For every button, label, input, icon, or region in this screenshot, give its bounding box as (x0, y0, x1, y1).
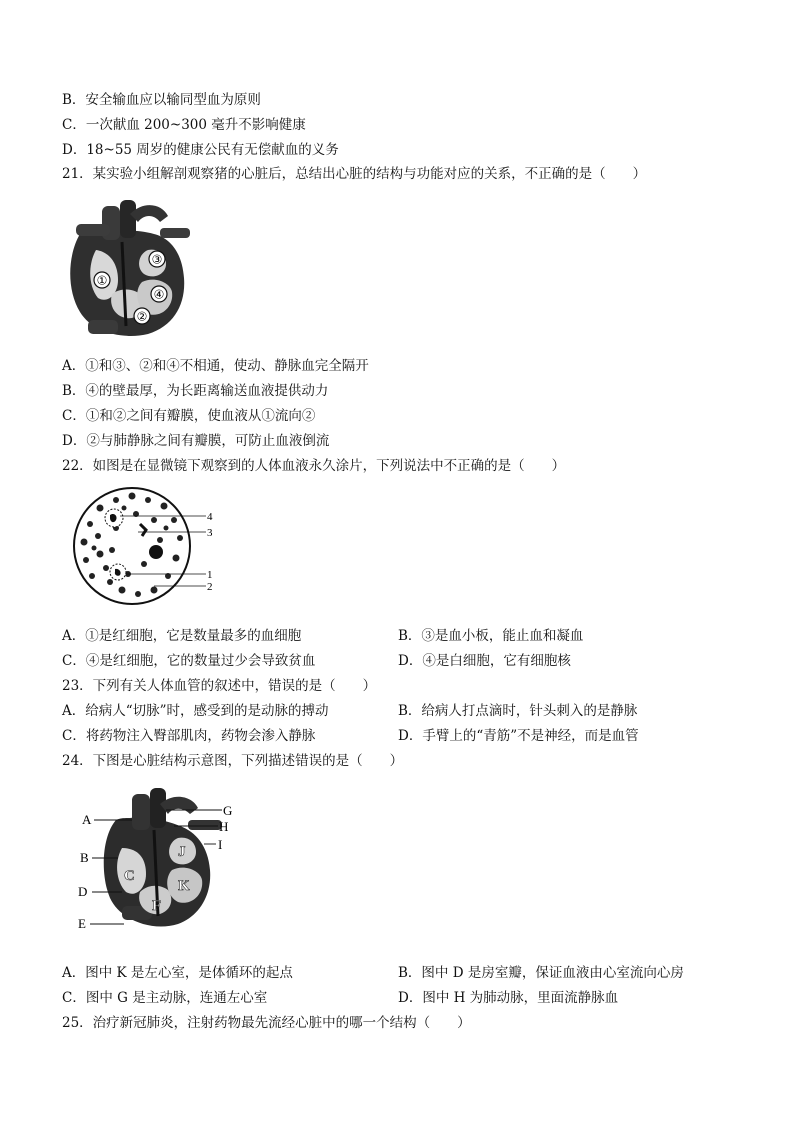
q24-stem: 24．下图是心脏结构示意图，下列描述错误的是（ ） (62, 753, 404, 769)
q22-label-1: 1 (207, 569, 213, 581)
q21-stem: 21．某实验小组解剖观察猪的心脏后，总结出心脏的结构与功能对应的关系，不正确的是（ ） (62, 166, 647, 182)
q22-option-d: D．④是白细胞，它有细胞核 (398, 653, 571, 669)
q24-label-e: E (78, 916, 86, 931)
q23-option-b: B．给病人打点滴时，针头刺入的是静脉 (398, 703, 638, 719)
q24-option-b: B．图中 D 是房室瓣，保证血液由心室流向心房 (398, 965, 684, 981)
q23-option-c: C．将药物注入臀部肌肉，药物会渗入静脉 (62, 728, 316, 744)
q21-label-3: ③ (151, 252, 163, 267)
q24-label-h: H (219, 819, 229, 834)
q21-label-1: ① (96, 273, 108, 288)
prev-option-b: B．安全输血应以输同型血为原则 (62, 92, 261, 108)
q24-label-c: C (124, 868, 135, 884)
q24-label-a: A (82, 812, 92, 827)
q23-option-a: A．给病人“切脉”时，感受到的是动脉的搏动 (62, 703, 329, 719)
q24-label-d: D (78, 884, 88, 899)
q23-option-d: D．手臂上的“青筋”不是神经，而是血管 (398, 728, 639, 744)
q22-label-4: 4 (207, 511, 213, 523)
q22-option-a: A．①是红细胞，它是数量最多的血细胞 (62, 628, 302, 644)
q24-label-g: G (223, 803, 233, 818)
q24-option-a: A．图中 K 是左心室，是体循环的起点 (62, 965, 293, 981)
q24-label-b: B (80, 850, 89, 865)
q22-stem: 22．如图是在显微镜下观察到的人体血液永久涂片，下列说法中不正确的是（ ） (62, 458, 566, 474)
q24-label-f: F (152, 898, 162, 914)
q22-blood-smear-figure (70, 484, 230, 612)
q21-heart-figure (62, 194, 197, 342)
q24-label-k: K (178, 878, 190, 894)
q24-label-i: I (218, 837, 223, 852)
q21-option-a: A．①和③、②和④不相通，使动、静脉血完全隔开 (62, 358, 369, 374)
q25-stem: 25．治疗新冠肺炎，注射药物最先流经心脏中的哪一个结构（ ） (62, 1015, 471, 1031)
q21-option-d: D．②与肺静脉之间有瓣膜，可防止血液倒流 (62, 433, 330, 449)
q22-label-3: 3 (207, 527, 213, 539)
q24-label-j: J (178, 844, 186, 860)
q24-heart-figure (74, 786, 244, 936)
q22-label-2: 2 (207, 581, 213, 593)
q24-option-c: C．图中 G 是主动脉，连通左心室 (62, 990, 268, 1006)
q21-label-4: ④ (153, 287, 165, 302)
prev-option-d: D．18~55 周岁的健康公民有无偿献血的义务 (62, 142, 339, 158)
q24-option-d: D．图中 H 为肺动脉，里面流静脉血 (398, 990, 619, 1006)
q21-option-c: C．①和②之间有瓣膜，使血液从①流向② (62, 408, 316, 424)
q21-option-b: B．④的壁最厚，为长距离输送血液提供动力 (62, 383, 329, 399)
q23-stem: 23．下列有关人体血管的叙述中，错误的是（ ） (62, 678, 377, 694)
q22-option-c: C．④是红细胞，它的数量过少会导致贫血 (62, 653, 316, 669)
prev-option-c: C．一次献血 200~300 毫升不影响健康 (62, 117, 306, 133)
q21-label-2: ② (136, 309, 148, 324)
q22-option-b: B．③是血小板，能止血和凝血 (398, 628, 584, 644)
